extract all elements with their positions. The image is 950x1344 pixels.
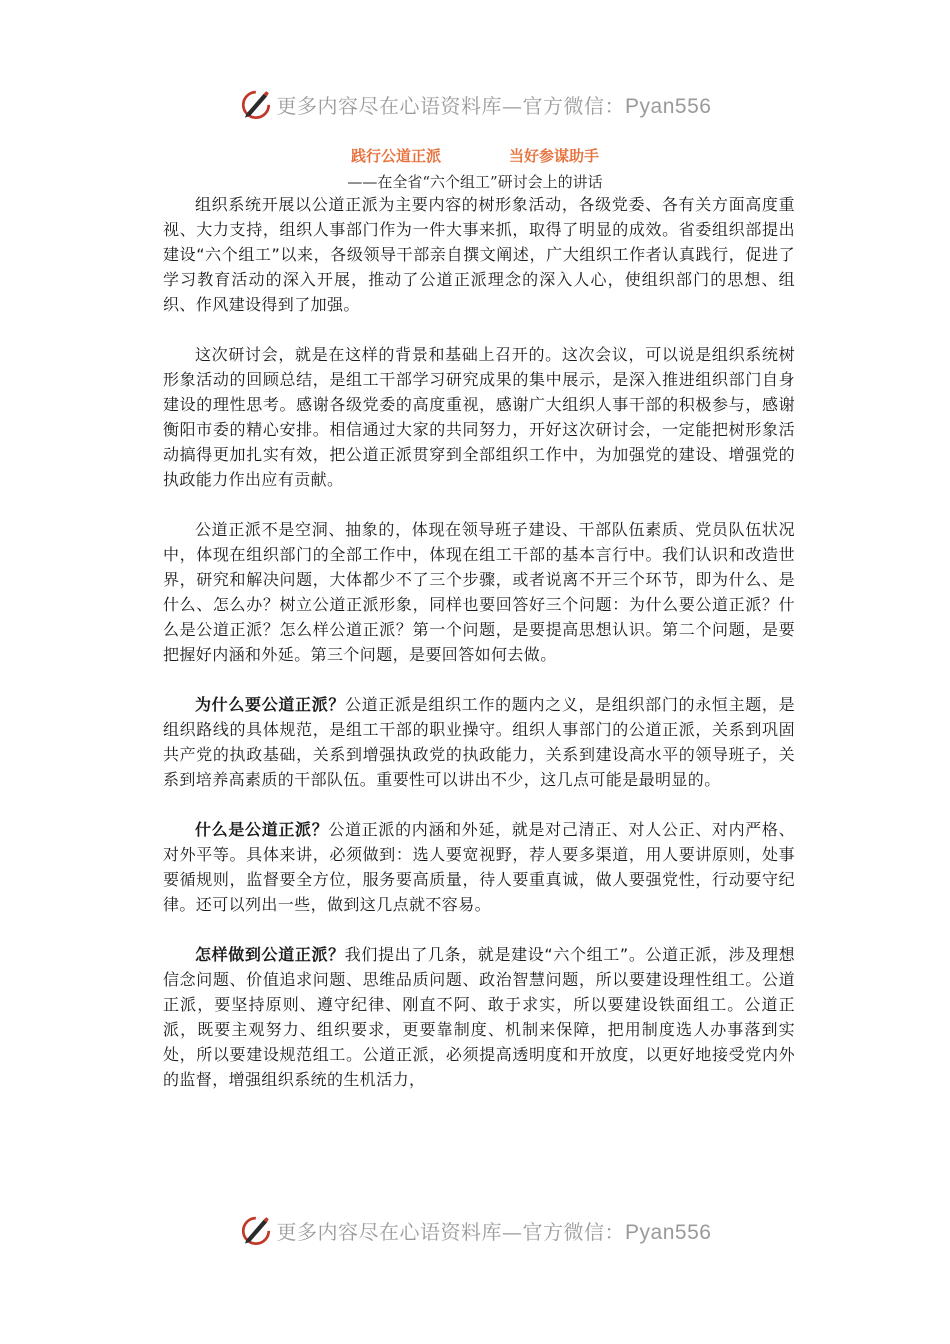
title-main: 践行公道正派 bbox=[350, 147, 441, 165]
paragraph bbox=[163, 817, 795, 917]
paragraph bbox=[163, 517, 795, 667]
paragraph-text: 这次研讨会，就是在这样的背景和基础上召开的。这次会议，可以说是组织系统树形象活动的回顾总结，是组工干部学习研究成果的集中展示，是深入推进组织部门自身建设的理性思考。感谢各级党委的高度重视，感谢广大组织人事干部的积极参与，感谢衡阳市委的精心安排。相信通过大家的共同努力，开好这次研讨会，一定能把树形象活动搞得更加扎实有效，把公道正派贯穿到全部组织工作中，为加强党的建设、增强党的执政能力作出应有贡献。 bbox=[163, 345, 795, 489]
document-subtitle: ——在全省“六个组工”研讨会上的讲话 bbox=[347, 173, 603, 191]
paragraph-text: 我们提出了几条，就是建设“六个组工”。公道正派，涉及理想信念问题、价值追求问题、思维品质问题、政治智慧问题，所以要建设理性组工。公道正派，要坚持原则、遵守纪律、刚直不阿、敢于求实，所以要建设铁面组工。公道正派，既要主观努力、组织要求，更要靠制度、机制来保障，把用制度选人办事落到实处，所以要建设规范组工。公道正派，必须提高透明度和开放度，以更好地接受党内外的监督，增强组织系统的生机活力， bbox=[163, 945, 796, 1089]
paragraph-lead: 为什么要公道正派？ bbox=[195, 695, 346, 714]
banner-slogan: 更多内容尽在心语资料库—官方微信： bbox=[276, 1219, 626, 1244]
paragraph bbox=[163, 192, 795, 317]
banner-slogan: 更多内容尽在心语资料库—官方微信： bbox=[276, 93, 626, 118]
paragraph-text: 公道正派不是空洞、抽象的，体现在领导班子建设、干部队伍素质、党员队伍状况中，体现在组织部门的全部工作中，体现在组工干部的基本言行中。我们认识和改造世界，研究和解决问题，大体都少不了三个步骤，或者说离不开三个环节，即为什么、是什么、怎么办？树立公道正派形象，同样也要回答好三个问题：为什么要公道正派？什么是公道正派？怎么样公道正派？第一个问题，是要提高思想认识。第二个问题，是要把握好内涵和外延。第三个问题，是要回答如何去做。 bbox=[163, 520, 795, 664]
pen-swirl-logo-icon bbox=[239, 87, 273, 121]
pen-swirl-logo-icon bbox=[239, 1213, 273, 1247]
title-secondary: 当好参谋助手 bbox=[509, 147, 600, 165]
paragraph bbox=[163, 692, 795, 792]
banner-wechat-handle: Pyan556 bbox=[625, 1220, 712, 1244]
document-title bbox=[0, 145, 950, 166]
paragraph bbox=[163, 342, 795, 492]
banner-wechat-handle: Pyan556 bbox=[625, 94, 712, 118]
paragraph-lead: 怎样做到公道正派？ bbox=[195, 945, 345, 964]
paragraph-text: 组织系统开展以公道正派为主要内容的树形象活动，各级党委、各有关方面高度重视、大力支持，组织人事部门作为一件大事来抓，取得了明显的成效。省委组织部提出建设“六个组工”以来，各级领导干部亲自撰文阐述，广大组织工作者认真践行，促进了学习教育活动的深入开展，推动了公道正派理念的深入人心，使组织部门的思想、组织、作风建设得到了加强。 bbox=[163, 195, 795, 314]
paragraph-lead: 什么是公道正派？ bbox=[195, 820, 329, 839]
document-body bbox=[163, 192, 795, 1092]
paragraph bbox=[163, 942, 795, 1092]
header-banner bbox=[0, 84, 950, 124]
banner-text bbox=[277, 1216, 712, 1245]
paragraph-text: 公道正派是组织工作的题内之义，是组织部门的永恒主题，是组织路线的具体规范，是组工干部的职业操守。组织人事部门的公道正派，关系到巩固共产党的执政基础，关系到增强执政党的执政能力，关系到建设高水平的领导班子，关系到培养高素质的干部队伍。重要性可以讲出不少，这几点可能是最明显的。 bbox=[163, 695, 795, 789]
footer-banner bbox=[0, 1210, 950, 1250]
paragraph-text: 公道正派的内涵和外延，就是对己清正、对人公正、对内严格、对外平等。具体来讲，必须做到：选人要宽视野，荐人要多渠道，用人要讲原则，处事要循规则，监督要全方位，服务要高质量，待人要重真诚，做人要强党性，行动要守纪律。还可以列出一些，做到这几点就不容易。 bbox=[163, 820, 796, 914]
banner-text bbox=[277, 90, 712, 119]
